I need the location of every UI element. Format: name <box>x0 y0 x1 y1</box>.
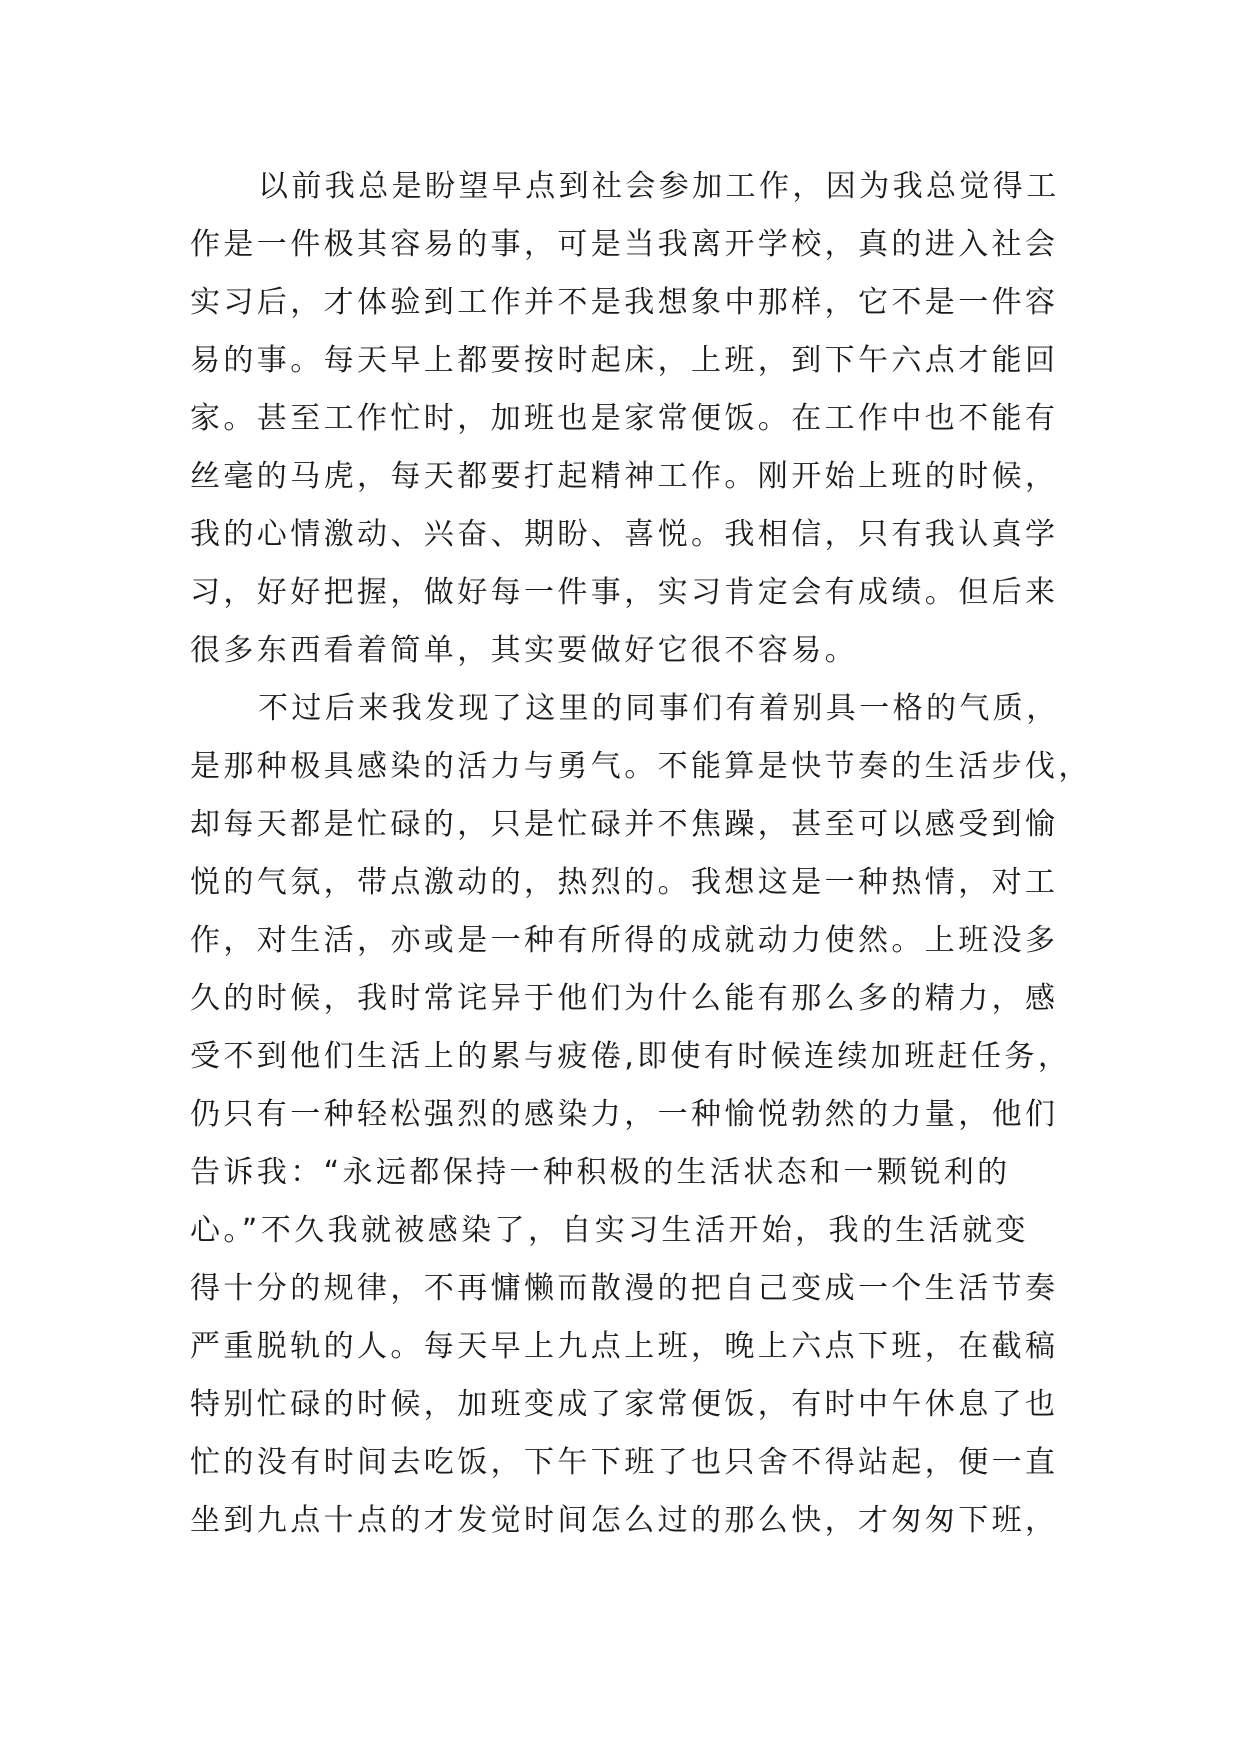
paragraph-line: 很多东西看着简单，其实要做好它很不容易。 <box>190 633 858 668</box>
paragraph-line: 以前我总是盼望早点到社会参加工作，因为我总觉得工 <box>258 169 1060 204</box>
paragraph-line: 告诉我：“永远都保持一种积极的生活状态和一颗锐利的 <box>190 1155 1011 1190</box>
paragraph-line: 家。甚至工作忙时，加班也是家常便饭。在工作中也不能有 <box>190 401 1059 436</box>
paragraph-line: 作，对生活，亦或是一种有所得的成就动力使然。上班没多 <box>190 923 1059 958</box>
paragraph-line: 严重脱轨的人。每天早上九点上班，晚上六点下班，在截稿 <box>190 1329 1059 1364</box>
paragraph-line: 坐到九点十点的才发觉时间怎么过的那么快，才匆匆下班， <box>190 1503 1059 1538</box>
paragraph-line: 习，好好把握，做好每一件事，实习肯定会有成绩。但后来 <box>190 575 1059 610</box>
paragraph-2 <box>190 680 1092 1550</box>
paragraph-1 <box>190 158 1070 680</box>
paragraph-line: 易的事。每天早上都要按时起床，上班，到下午六点才能回 <box>190 343 1059 378</box>
paragraph-line: 不过后来我发现了这里的同事们有着别具一格的气质， <box>258 691 1060 726</box>
paragraph-line: 心。”不久我就被感染了，自实习生活开始，我的生活就变 <box>190 1213 1029 1248</box>
paragraph-line: 实习后，才体验到工作并不是我想象中那样，它不是一件容 <box>190 285 1059 320</box>
document-body <box>190 158 1092 1550</box>
paragraph-line: 受不到他们生活上的累与疲倦,即使有时候连续加班赶任务， <box>190 1039 1072 1074</box>
paragraph-line: 却每天都是忙碌的，只是忙碌并不焦躁，甚至可以感受到愉 <box>190 807 1059 842</box>
paragraph-line: 忙的没有时间去吃饭，下午下班了也只舍不得站起，便一直 <box>190 1445 1059 1480</box>
paragraph-line: 是那种极具感染的活力与勇气。不能算是快节奏的生活步伐， <box>190 749 1092 784</box>
paragraph-line: 丝毫的马虎，每天都要打起精神工作。刚开始上班的时候， <box>190 459 1059 494</box>
paragraph-line: 作是一件极其容易的事，可是当我离开学校，真的进入社会 <box>190 227 1059 262</box>
paragraph-line: 我的心情激动、兴奋、期盼、喜悦。我相信，只有我认真学 <box>190 517 1059 552</box>
paragraph-line: 得十分的规律，不再慵懒而散漫的把自己变成一个生活节奏 <box>190 1271 1059 1306</box>
paragraph-line: 特别忙碌的时候，加班变成了家常便饭，有时中午休息了也 <box>190 1387 1059 1422</box>
paragraph-line: 悦的气氛，带点激动的，热烈的。我想这是一种热情，对工 <box>190 865 1059 900</box>
paragraph-line: 久的时候，我时常诧异于他们为什么能有那么多的精力，感 <box>190 981 1059 1016</box>
paragraph-line: 仍只有一种轻松强烈的感染力，一种愉悦勃然的力量，他们 <box>190 1097 1059 1132</box>
